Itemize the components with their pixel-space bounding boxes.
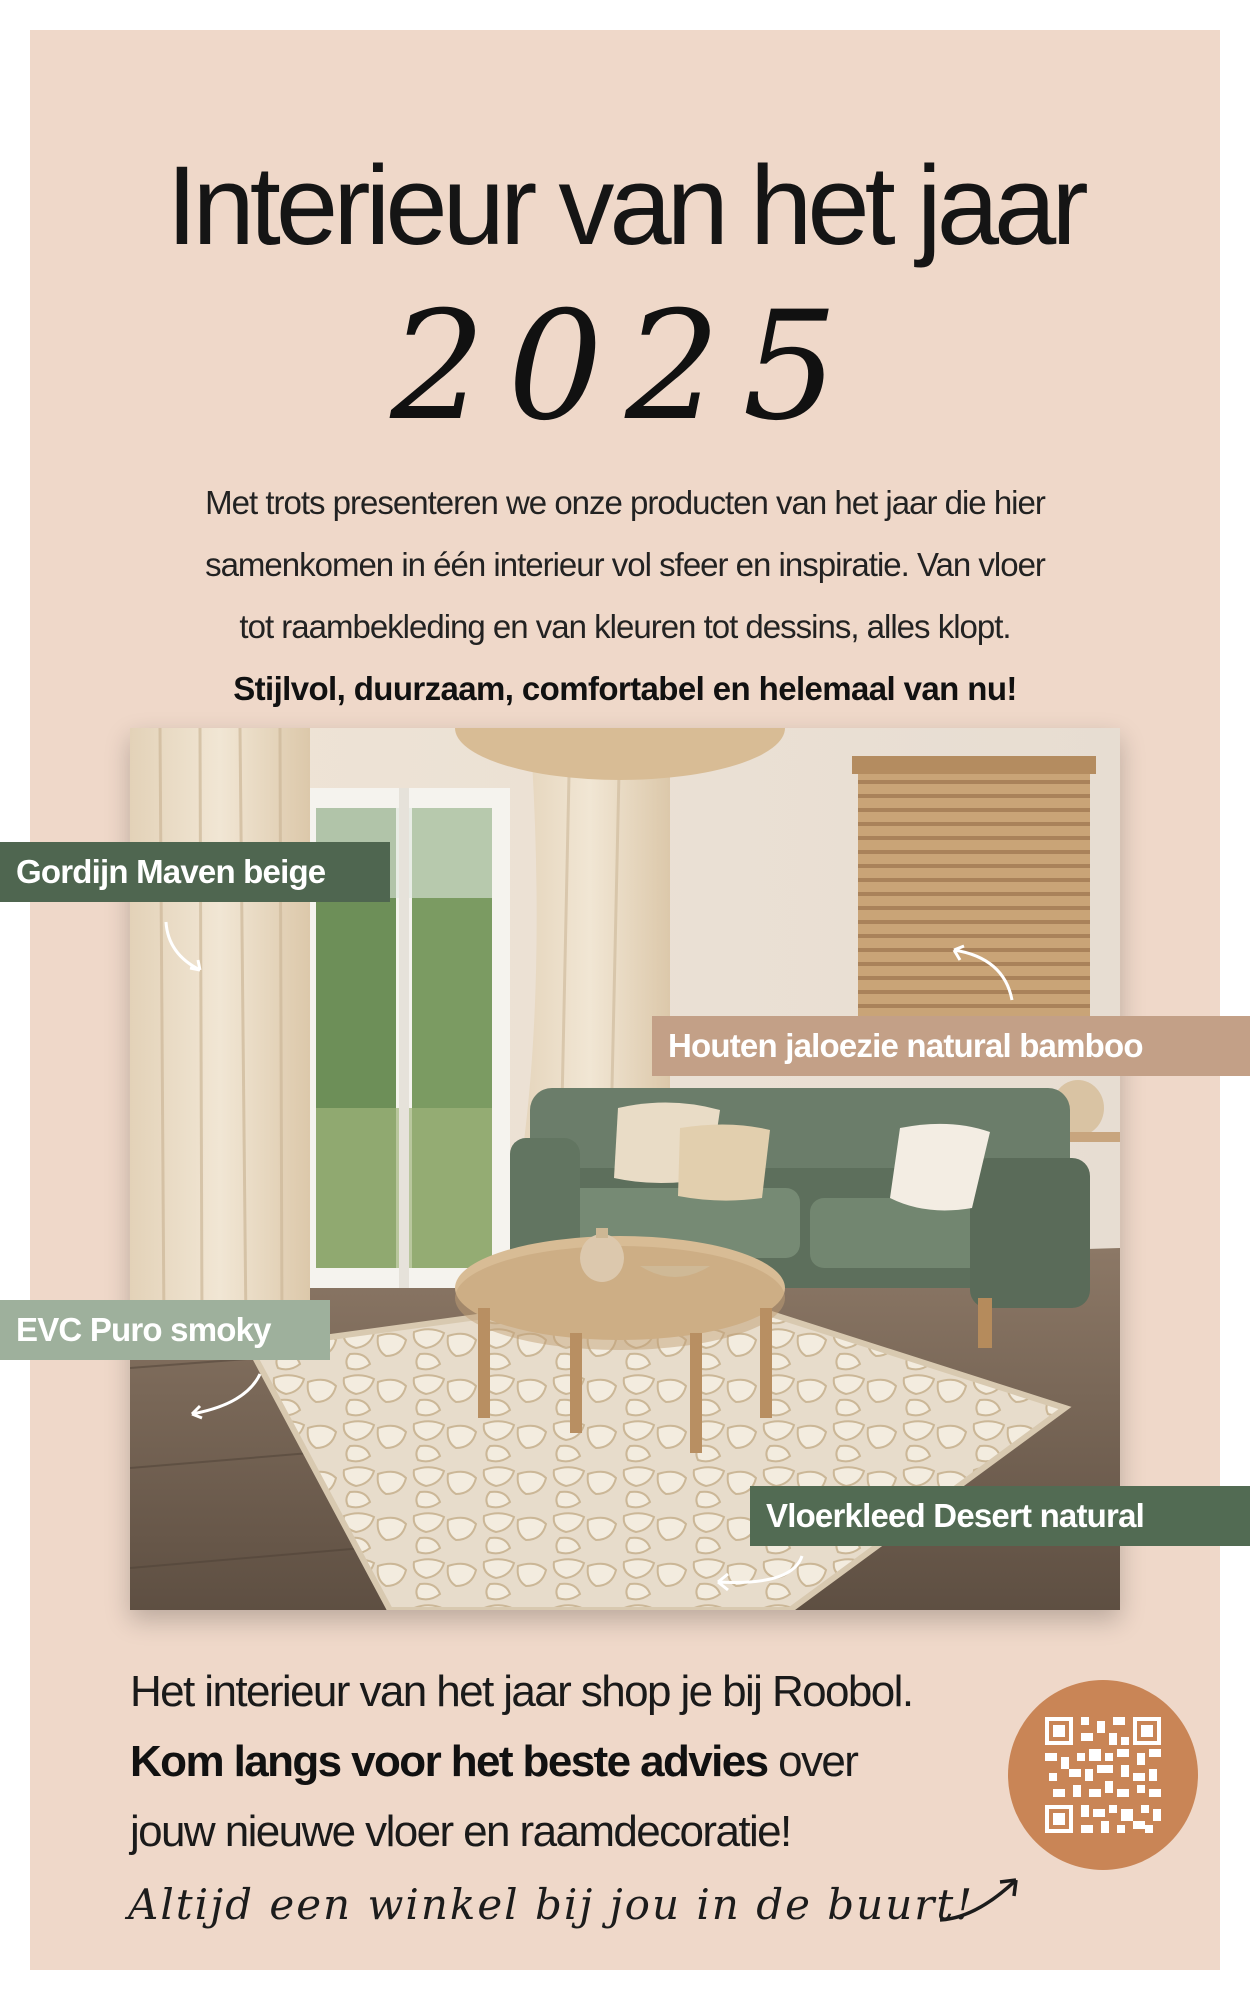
intro-text (110, 472, 1140, 720)
arrow-icon (936, 1872, 1026, 1926)
qr-code-badge[interactable] (1008, 1680, 1198, 1870)
product-tag-curtain: Gordijn Maven beige (0, 842, 390, 902)
intro-line: samenkomen in één interieur vol sfeer en inspiratie. Van vloer (205, 546, 1045, 583)
arrow-icon (948, 944, 1018, 1004)
footer-rest: over (767, 1737, 858, 1786)
footer-text (130, 1657, 990, 1867)
arrow-icon (712, 1552, 808, 1592)
arrow-icon (186, 1370, 266, 1420)
intro-line: tot raambekleding en van kleuren tot dessins, alles klopt. (239, 608, 1011, 645)
qr-code-icon (1045, 1717, 1161, 1833)
footer-line: jouw nieuwe vloer en raamdecoratie! (130, 1807, 791, 1856)
footer-line: Het interieur van het jaar shop je bij Roobol. (130, 1667, 913, 1716)
slogan: Altijd een winkel bij jou in de buurt! (128, 1880, 975, 1929)
intro-line: Met trots presenteren we onze producten van het jaar die hier (205, 484, 1045, 521)
arrow-icon (160, 918, 210, 978)
product-tag-rug: Vloerkleed Desert natural (750, 1486, 1250, 1546)
product-tag-floor: EVC Puro smoky (0, 1300, 330, 1360)
intro-bold-line: Stijlvol, duurzaam, comfortabel en helemaal van nu! (233, 670, 1017, 707)
footer-line (130, 1727, 990, 1797)
footer-bold: Kom langs voor het beste advies (130, 1737, 768, 1786)
page-title: Interieur van het jaar (166, 143, 1084, 268)
product-tag-blind: Houten jaloezie natural bamboo (652, 1016, 1250, 1076)
year-heading: 2025 (390, 280, 860, 454)
